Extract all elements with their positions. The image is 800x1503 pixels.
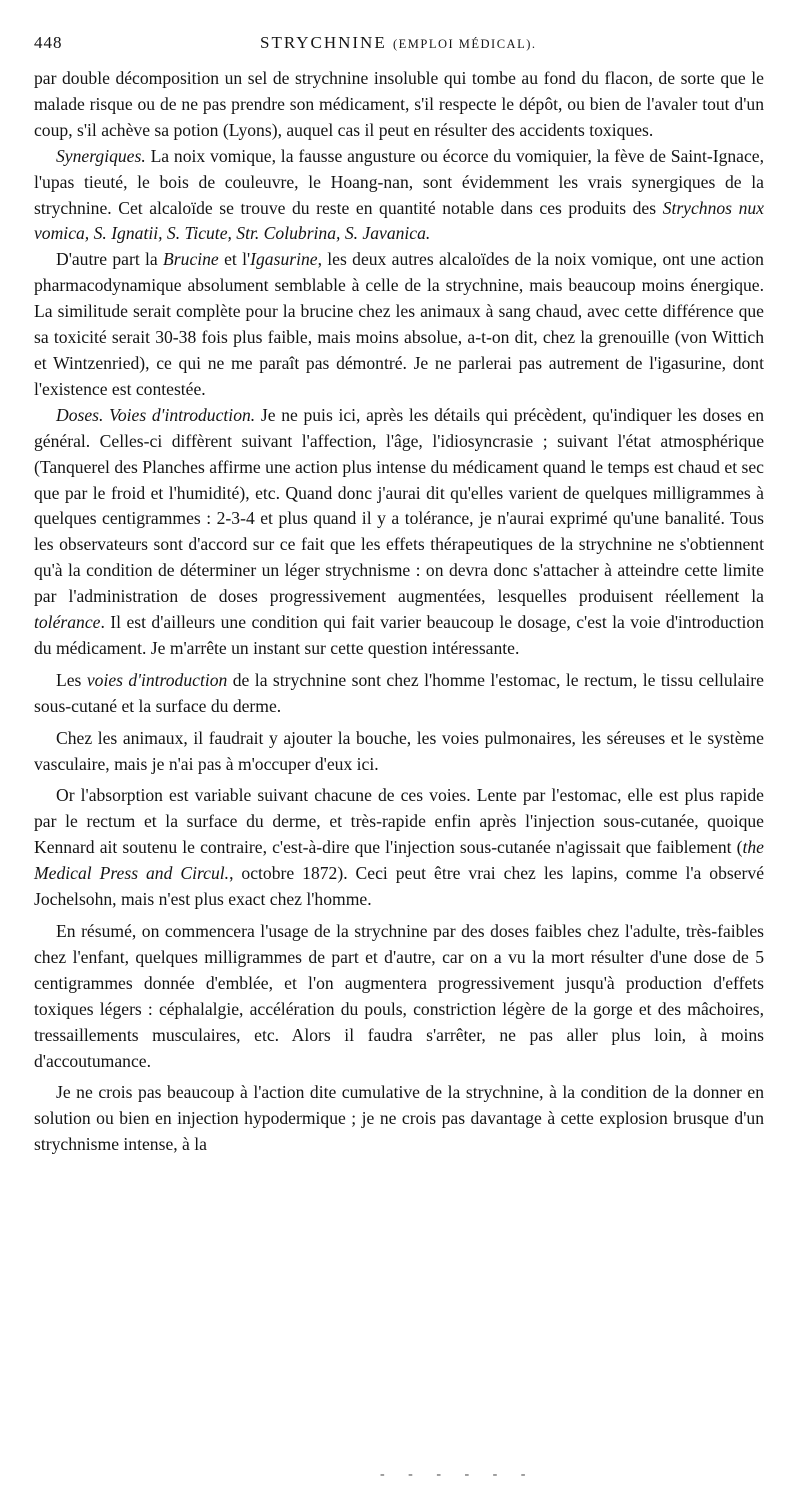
running-header: [34, 30, 764, 58]
section-label-voies: Voies d'introduction.: [103, 404, 256, 425]
citation-journal: the Medical Press and Circul.: [34, 837, 764, 884]
species-list: Strychnos nux vomica, S. Ignatii, S. Ticute, Str. Colubrina, S. Javanica.: [34, 197, 764, 244]
paragraph-absorption: Or l'absorption est variable suivant chacune de ces voies. Lente par l'estomac, elle est plus rapide par le rectum et la surface du derme, et très-rapide enfin après l'injection sous-cutanée, quoique Kennard ait soutenu le contraire, c'est-à-dire que l'injection sous-cutanée n'agissait que faiblement (the Medical Press and Circul., octobre 1872). Ceci peut être vrai chez les lapins, comme l'a observé Jochelsohn, mais n'est plus exact chez l'homme.: [34, 785, 765, 910]
running-title-subtitle: (EMPLOI MÉDICAL).: [392, 37, 537, 51]
paragraph-voies: Les voies d'introduction de la strychnine sont chez l'homme l'estomac, le rectum, le tissu cellulaire sous-cutané et la surface du derme.: [34, 669, 764, 716]
running-title: [63, 30, 735, 58]
paragraph-cumulative: Je ne crois pas beaucoup à l'action dite cumulative de la strychnine, à la condition de la donner en solution ou bien en injection hypodermique ; je ne crois pas davantage à cette explosion brusque d'un strychnisme intense, à la: [34, 1082, 764, 1155]
section-label-synergiques: Synergiques.: [56, 145, 146, 166]
footer-marks: - - - - - -: [380, 1467, 536, 1482]
paragraph-animaux: Chez les animaux, il faudrait y ajouter la bouche, les voies pulmonaires, les séreuses et le système vasculaire, mais je n'ai pas à m'occuper d'eux ici.: [34, 727, 764, 774]
running-title-main: STRYCHNINE: [259, 33, 387, 52]
page-number: 448: [34, 33, 63, 52]
paragraph-brucine: D'autre part la Brucine et l'Igasurine, les deux autres alcaloïdes de la noix vomique, ont une action pharmacodynamique absolument semblable à celle de la strychnine, mais beaucoup moins énergique. La similitude serait complète pour la brucine chez les animaux à sang chaud, avec cette différence que sa toxicité serait 30-38 fois plus faible, mais moins absolue, a-t-on dit, chez la grenouille (von Wittich et Wintzenried), ce qui ne me paraît pas démontré. Je ne parlerai pas autrement de l'igasurine, dont l'existence est contestée.: [34, 249, 764, 399]
paragraph-synergiques: Synergiques. La noix vomique, la fausse angusture ou écorce du vomiquier, la fève de Saint-Ignace, l'upas tieuté, le bois de couleuvre, le Hoang-nan, sont évidemment les vrais synergiques de la strychnine. Cet alcaloïde se trouve du reste en quantité notable dans ces produits des Strychnos nux vomica, S. Ignatii, S. Ticute, Str. Colubrina, S. Javanica.: [34, 145, 764, 244]
paragraph-1: par double décomposition un sel de strychnine insoluble qui tombe au fond du flacon, de sorte que le malade risque ou de ne pas prendre son médicament, s'il respecte le dépôt, ou bien de l'avaler tout d'un coup, s'il achève sa potion (Lyons), auquel cas il peut en résulter des accidents toxiques.: [34, 68, 764, 140]
paragraph-resume: En résumé, on commencera l'usage de la strychnine par des doses faibles chez l'adulte, très-faibles chez l'enfant, quelques milligrammes de part et d'autre, car on a vu la mort résulter d'une dose de 5 centigrammes donnée d'emblée, et l'on augmentera progressivement jusqu'à production d'effets toxiques légers : céphalalgie, accélération du pouls, constriction légère de la gorge et des mâchoires, tressaillements musculaires, etc. Alors il faudra s'arrêter, ne pas aller plus loin, à moins d'accoutumance.: [34, 921, 764, 1071]
section-label-doses: Doses.: [56, 404, 104, 425]
paragraph-doses: Doses. Voies d'introduction. Je ne puis ici, après les détails qui précèdent, qu'indiquer les doses en général. Celles-ci diffèrent suivant l'affection, l'âge, l'idiosyncrasie ; suivant l'état atmosphérique (Tanquerel des Planches affirme une action plus intense du médicament quand le temps est chaud et sec que par le froid et l'humidité), etc. Quand donc j'aurai dit qu'elles varient de quelques milligrammes à quelques centigrammes : 2-3-4 et plus quand il y a tolérance, je n'aurai exprimé qu'une banalité. Tous les observateurs sont d'accord sur ce fait que les effets thérapeutiques de la strychnine ne s'obtiennent qu'à la condition de déterminer un léger strychnisme : on devra donc s'attacher à atteindre cette limite par l'administration de doses progressivement augmentées, lesquelles produisent réellement la tolérance. Il est d'ailleurs une condition qui fait varier beaucoup le dosage, c'est la voie d'introduction du médicament. Je m'arrête un instant sur cette question intéressante.: [34, 404, 764, 658]
